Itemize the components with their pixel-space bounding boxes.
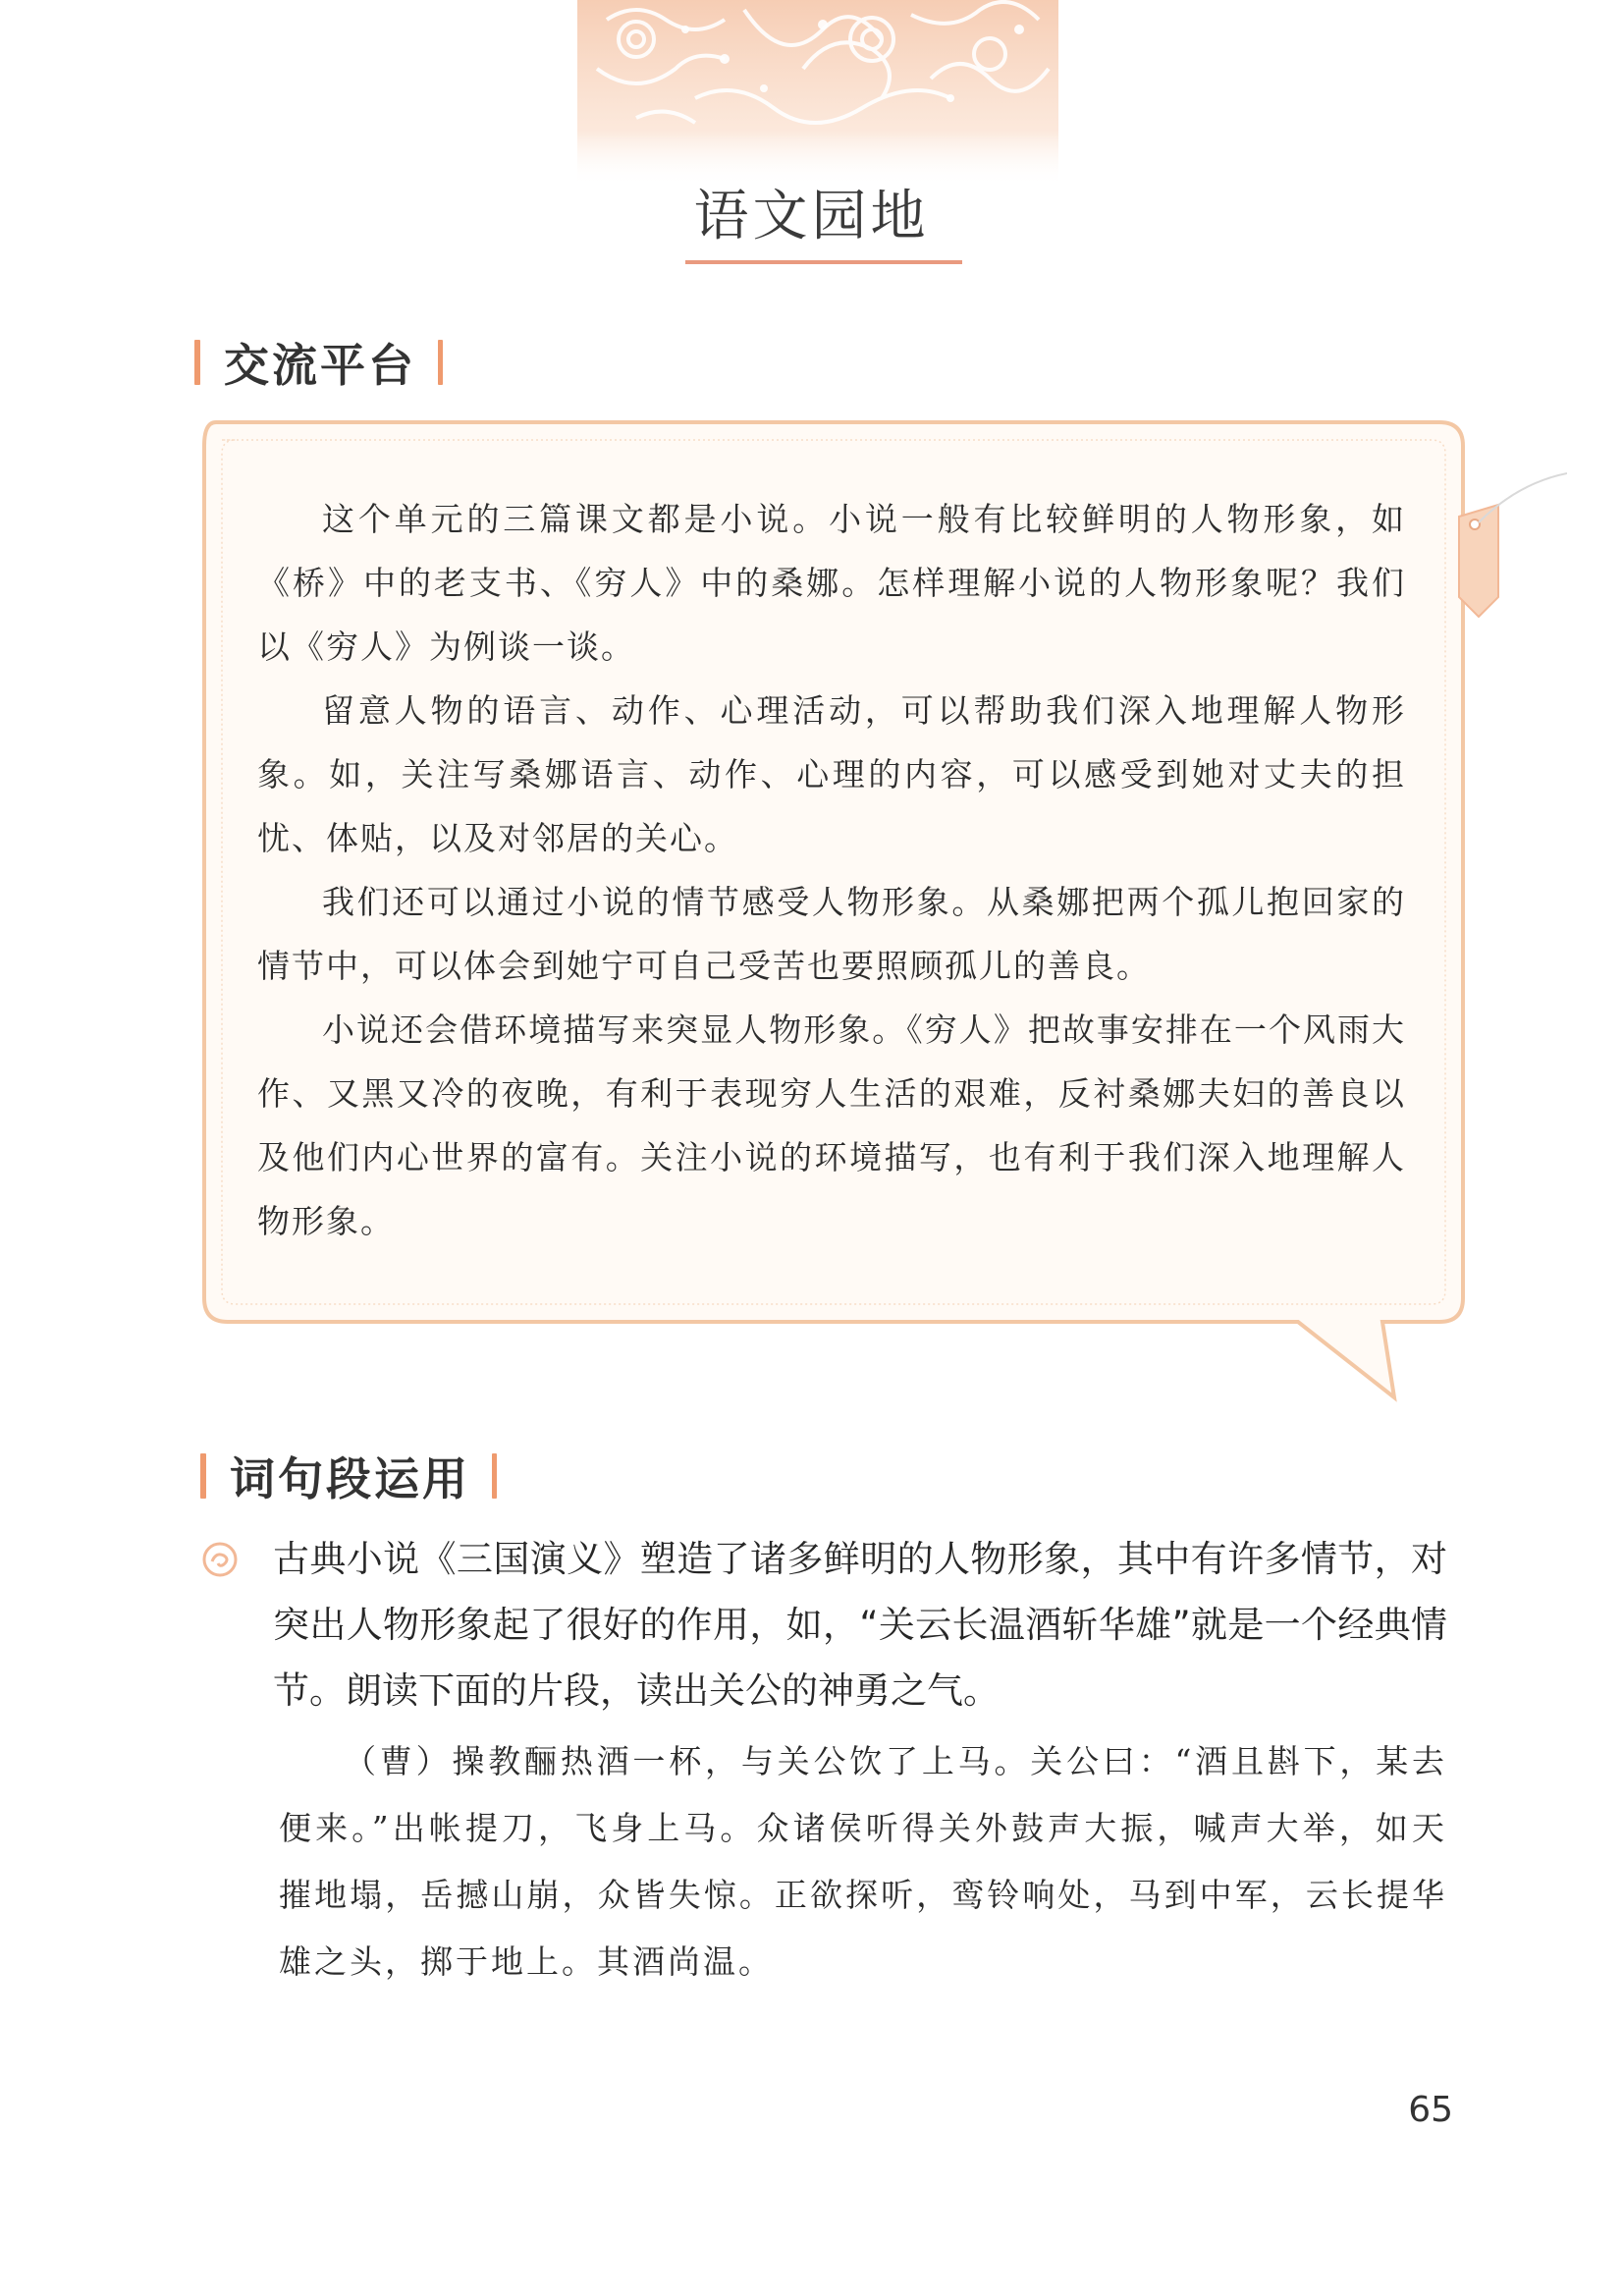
section-heading-words [200,1444,497,1508]
heading-bar-left [194,340,200,385]
exchange-paragraph: 这个单元的三篇课文都是小说。小说一般有比较鲜明的人物形象，如《桥》中的老支书、《穷人》中的桑娜。怎样理解小说的人物形象呢？我们以《穷人》为例谈一谈。 [257,500,1406,666]
page-number: 65 [1408,2090,1453,2130]
page-title: 语文园地 [693,185,930,248]
excerpt-passage: （曹）操教酾热酒一杯，与关公饮了上马。关公曰：“酒且斟下，某去便来。”出帐提刀，飞身上马。众诸侯听得关外鼓声大振，喊声大举，如天摧地塌，岳撼山崩，众皆失惊。正欲探听，鸾铃响处，马到中军，云长提华雄之头，掷于地上。其酒尚温。 [279,1742,1447,1981]
heading-bar-right [492,1453,497,1499]
swirl-bullet-icon [200,1540,240,1579]
section-heading-exchange [194,330,443,395]
heading-bar-right [438,340,443,385]
exchange-paragraph: 留意人物的语言、动作、心理活动，可以帮助我们深入地理解人物形象。如，关注写桑娜语言、动作、心理的内容，可以感受到她对丈夫的担忧、体贴，以及对邻居的关心。 [257,691,1406,857]
section-heading-text: 词句段运用 [230,1452,470,1505]
exchange-content [257,487,1406,1253]
section-heading-text: 交流平台 [224,339,416,392]
bookmark-tag-icon [1459,473,1567,617]
exchange-paragraph: 小说还会借环境描写来突显人物形象。《穷人》把故事安排在一个风雨大作、又黑又冷的夜晚，有利于表现穷人生活的艰难，反衬桑娜夫妇的善良以及他们内心世界的富有。关注小说的环境描写，也有利于我们深入地理解人物形象。 [257,1011,1406,1240]
title-underline [685,260,962,264]
heading-bar-left [200,1453,206,1499]
header-decoration-pattern [577,0,1058,187]
words-intro: 古典小说《三国演义》塑造了诸多鲜明的人物形象，其中有许多情节，对突出人物形象起了很好的作用，如，“关云长温酒斩华雄”就是一个经典情节。朗读下面的片段，读出关公的神勇之气。 [273,1538,1447,1712]
exchange-paragraph: 我们还可以通过小说的情节感受人物形象。从桑娜把两个孤儿抱回家的情节中，可以体会到她宁可自己受苦也要照顾孤儿的善良。 [257,883,1406,985]
